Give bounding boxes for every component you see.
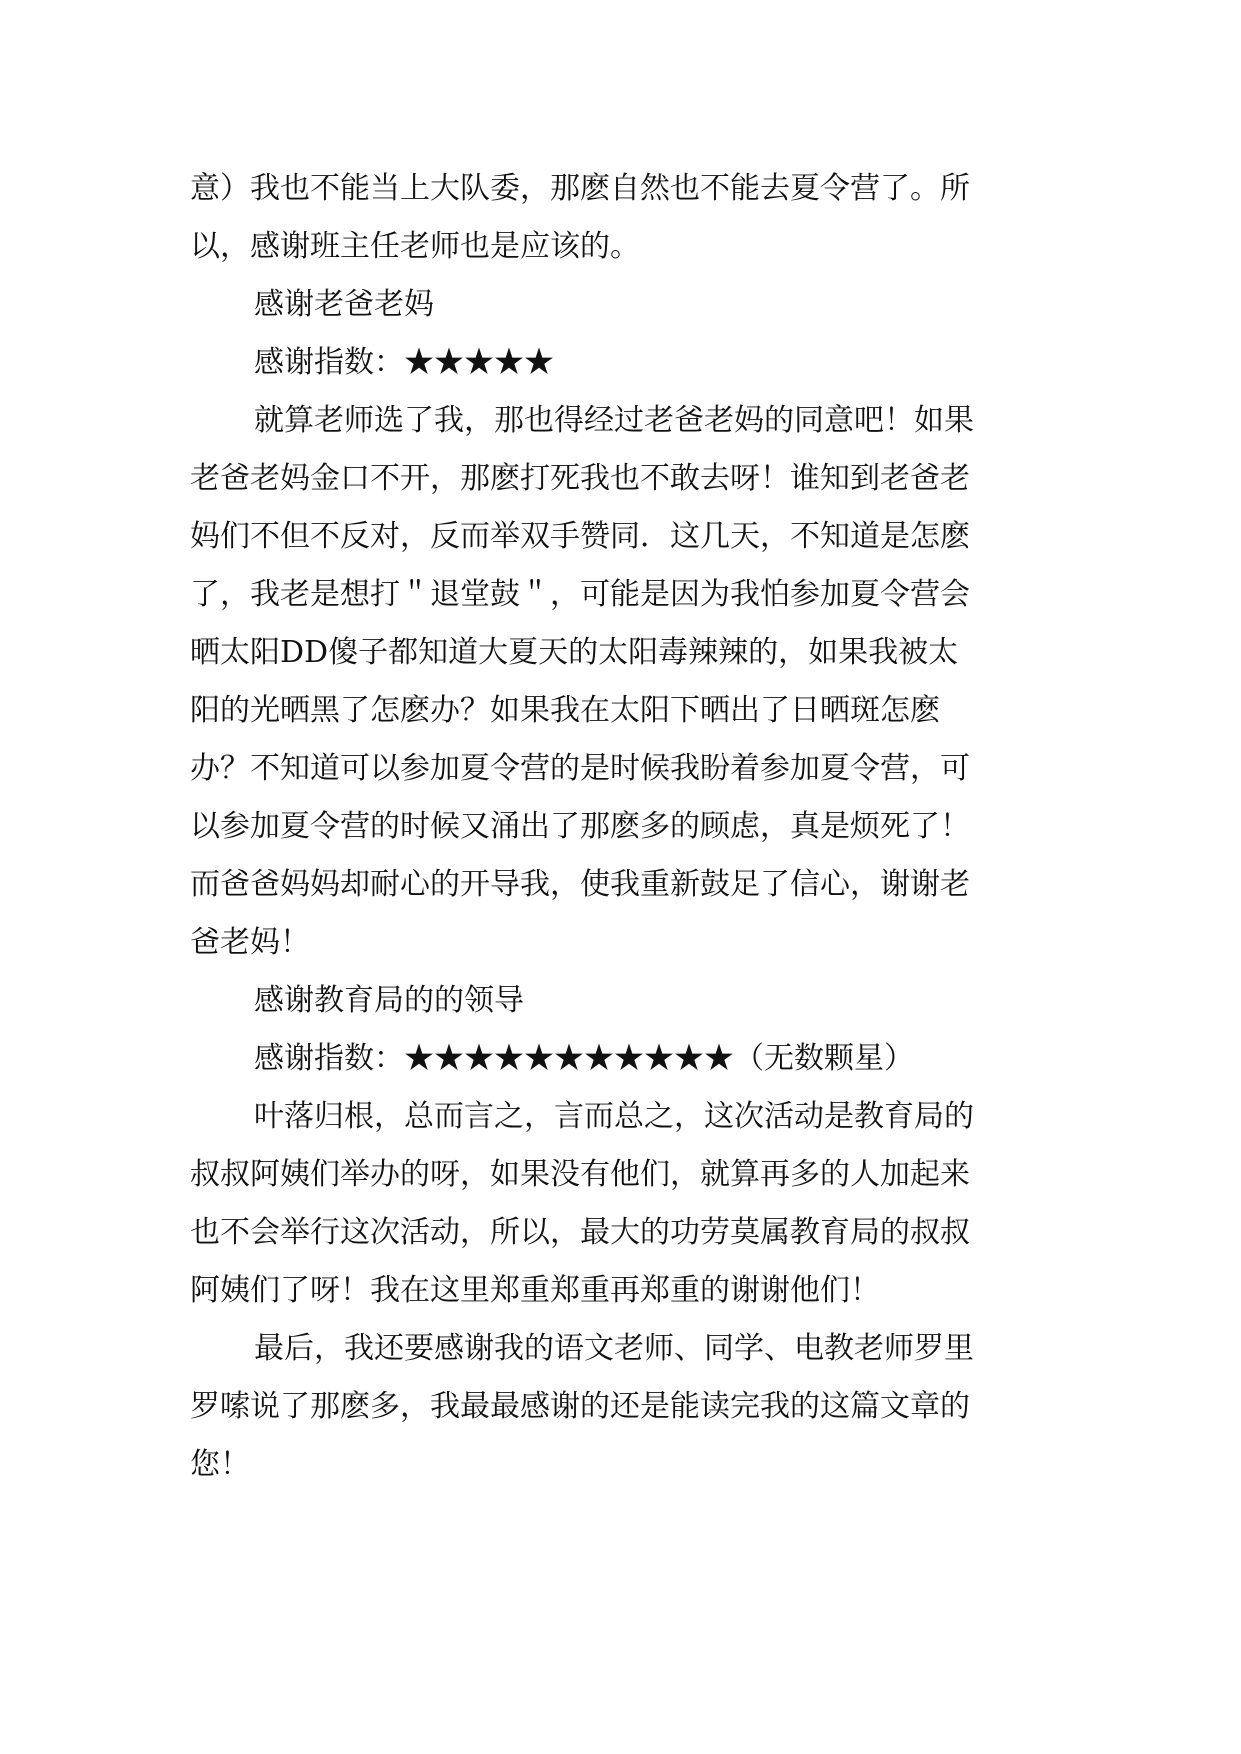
text-line: 叔叔阿姨们举办的呀，如果没有他们，就算再多的人加起来	[190, 1157, 970, 1192]
document-page	[190, 160, 1056, 1494]
text-line: 以参加夏令营的时候又涌出了那麽多的顾虑，真是烦死了！	[190, 809, 970, 844]
text-line: 就算老师选了我，那也得经过老爸老妈的同意吧！如果	[254, 403, 974, 438]
text-line: 罗嗦说了那麽多，我最最感谢的还是能读完我的这篇文章的	[190, 1389, 970, 1424]
text-line: 意）我也不能当上大队委，那麽自然也不能去夏令营了。所	[190, 171, 970, 206]
text-line: 办？不知道可以参加夏令营的是时候我盼着参加夏令营，可	[190, 751, 970, 786]
text-line: 晒太阳DD傻子都知道大夏天的太阳毒辣辣的，如果我被太	[190, 635, 959, 670]
text-line: 阿姨们了呀！我在这里郑重郑重再郑重的谢谢他们！	[190, 1273, 880, 1308]
rating-line: 感谢指数：★★★★★	[254, 345, 554, 380]
text-line: 您！	[190, 1447, 250, 1482]
text-line: 叶落归根，总而言之，言而总之，这次活动是教育局的	[254, 1099, 974, 1134]
text-line: 爸老妈！	[190, 925, 310, 960]
text-line: 了，我老是想打＂退堂鼓＂，可能是因为我怕参加夏令营会	[190, 577, 970, 612]
text-line: 老爸老妈金口不开，那麽打死我也不敢去呀！谁知到老爸老	[190, 461, 970, 496]
text-line: 最后，我还要感谢我的语文老师、同学、电教老师罗里	[254, 1331, 974, 1366]
text-line: 妈们不但不反对，反而举双手赞同．这几天，不知道是怎麽	[190, 519, 970, 554]
rating-line: 感谢指数：★★★★★★★★★★★（无数颗星）	[254, 1041, 914, 1076]
section-heading: 感谢教育局的的领导	[254, 983, 524, 1018]
text-line: 也不会举行这次活动，所以，最大的功劳莫属教育局的叔叔	[190, 1215, 970, 1250]
text-line: 以，感谢班主任老师也是应该的。	[190, 229, 640, 264]
text-line: 而爸爸妈妈却耐心的开导我，使我重新鼓足了信心，谢谢老	[190, 867, 970, 902]
section-heading: 感谢老爸老妈	[254, 287, 434, 322]
text-line: 阳的光晒黑了怎麽办？如果我在太阳下晒出了日晒斑怎麽	[190, 693, 940, 728]
